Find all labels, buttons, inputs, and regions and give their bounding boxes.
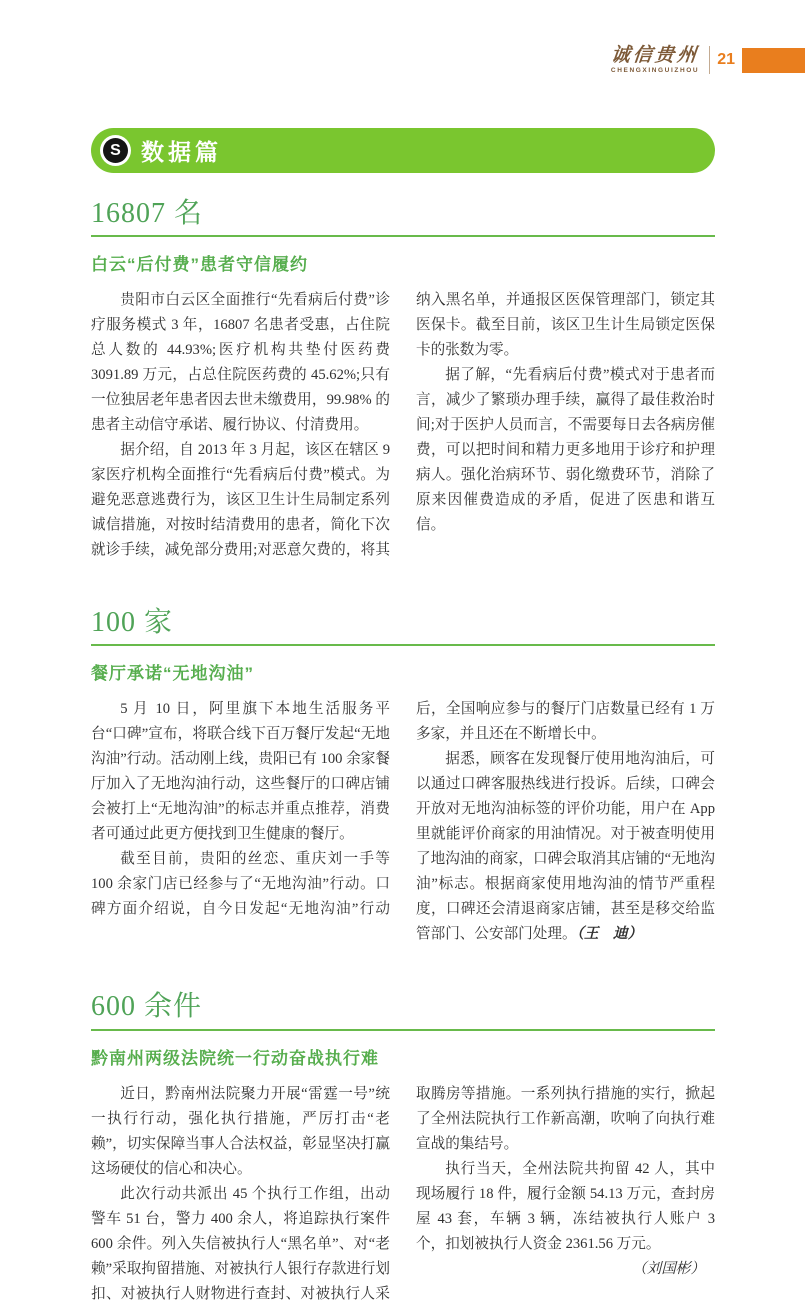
headline-rule: [91, 644, 715, 646]
article-paragraph: 贵阳市白云区全面推行“先看病后付费”诊疗服务模式 3 年，16807 名患者受惠，占住院总人数的 44.93%;医疗机构共垫付医药费 3091.89 万元，占总住院医药费的 45.62%;只有一位独居老年患者因去世未缴费用，99.98% 的患者主动信守承诺、履行协议、付清费用。: [91, 292, 390, 434]
article-paragraph: 5 月 10 日，阿里旗下本地生活服务平台“口碑”宣布，将联合线下百万餐厅发起“无地沟油”行动。活动刚上线，贵阳已有 100 余家餐厅加入了无地沟油行动，这些餐厅的口碑店铺会被打上“无地沟油”的标志并重点推荐，消费者可通过此更方便找到卫生健康的餐厅。: [91, 701, 390, 843]
section-title: 数据篇: [141, 139, 222, 165]
header-accent-bar: [742, 48, 805, 73]
page-header: [611, 46, 805, 74]
author-byline: （王 迪）: [576, 926, 643, 943]
author-byline: （刘国彬）: [632, 1260, 705, 1277]
section-header-bar: [91, 128, 715, 173]
article-100-restaurants: [91, 607, 715, 947]
article-paragraph: 近日，黔南州法院聚力开展“雷霆一号”统一执行行动，强化执行措施，严厉打击“老赖”，切实保障当事人合法权益，彰显坚决打赢这场硬仗的信心和决心。: [91, 1085, 390, 1177]
paragraph-text: 据悉，顾客在发现餐厅使用地沟油后，可以通过口碑客服热线进行投诉。后续，口碑会开放对无地沟油标签的评价功能，用户在 App 里就能评价商家的用油情况。对于被查明使用了地沟油的商家，口碑会取消其店铺的“无地沟油”标志。根据商家使用地沟油的情节严重程度，口碑还会清退商家店铺，甚至是移交给监管部门、公安部门处理。: [416, 751, 715, 943]
article-paragraph: 据了解，“先看病后付费”模式对于患者而言，减少了繁琐办理手续，赢得了最佳救治时间;对于医护人员而言，不需要每日去各病房催费，可以把时间和精力更多地用于诊疗和护理病人。强化治病环节、弱化缴费环节，消除了原来因催费造成的矛盾，促进了医患和谐互信。: [416, 367, 715, 534]
header-divider: [709, 46, 710, 74]
article-body: [91, 1082, 715, 1307]
article-subtitle: 黔南州两级法院统一行动奋战执行难: [91, 1048, 379, 1068]
article-16807-patients: [91, 198, 715, 563]
headline-rule: [91, 1029, 715, 1031]
logo-calligraphy: 诚信贵州: [609, 44, 701, 66]
article-headline: 100 家: [91, 607, 174, 639]
article-subtitle: 餐厅承诺“无地沟油”: [91, 664, 254, 684]
page-number: 21: [717, 51, 735, 68]
logo-subtitle: CHENGXINGUIZHOU: [610, 67, 700, 74]
section-badge-letter: S: [103, 138, 128, 163]
article-paragraph: 截至目前，贵阳的丝恋、重庆刘一手等 100 余家门店已经参与了“无地沟油”行动。口碑方面介绍说，自今日发起“无地沟油”行动后，全国响应参与的餐厅门店数量已经有 1 万多家，并且还在不断增长中。: [91, 701, 715, 918]
article-paragraph: 据介绍，自 2013 年 3 月起，该区在辖区 9 家医疗机构全面推行“先看病后付费”模式。为避免恶意逃费行为，该区卫生计生局制定系列诚信措施，对按时结清费用的患者，简化下次就诊手续，减免部分费用;对恶意欠费的，将其纳入黑名单，并通报区医保管理部门，锁定其医保卡。截至目前，该区卫生计生局锁定医保卡的张数为零。: [91, 292, 715, 559]
article-body: [91, 697, 715, 947]
article-headline: 600 余件: [91, 991, 203, 1023]
headline-rule: [91, 235, 715, 237]
article-paragraph: 执行当天，全州法院共拘留 42 人，其中现场履行 18 件，履行金额 54.13 万元，查封房屋 43 套，车辆 3 辆，冻结被执行人账户 3 个，扣划被执行人资金 2361.56 万元。: [416, 1160, 715, 1252]
page-content: [91, 128, 715, 1307]
article-paragraph: [416, 747, 715, 947]
article-body: [91, 288, 715, 563]
article-headline: 16807 名: [91, 198, 204, 229]
article-600-cases: [91, 991, 715, 1306]
article-subtitle: 白云“后付费”患者守信履约: [91, 255, 308, 275]
section-s-badge-icon: [100, 135, 131, 166]
article-paragraph: 此次行动共派出 45 个执行工作组，出动警车 51 台，警力 400 余人，将追踪执行案件 600 余件。列入失信被执行人“黑名单”、对“老赖”采取拘留措施、对被执行人银行存款进行划扣、对被执行人财物进行查封、对被执行人采取腾房等措施。一系列执行措施的实行，掀起了全州法院执行工作新高潮，吹响了向执行难宣战的集结号。: [91, 1085, 715, 1302]
magazine-logo: [611, 46, 699, 74]
